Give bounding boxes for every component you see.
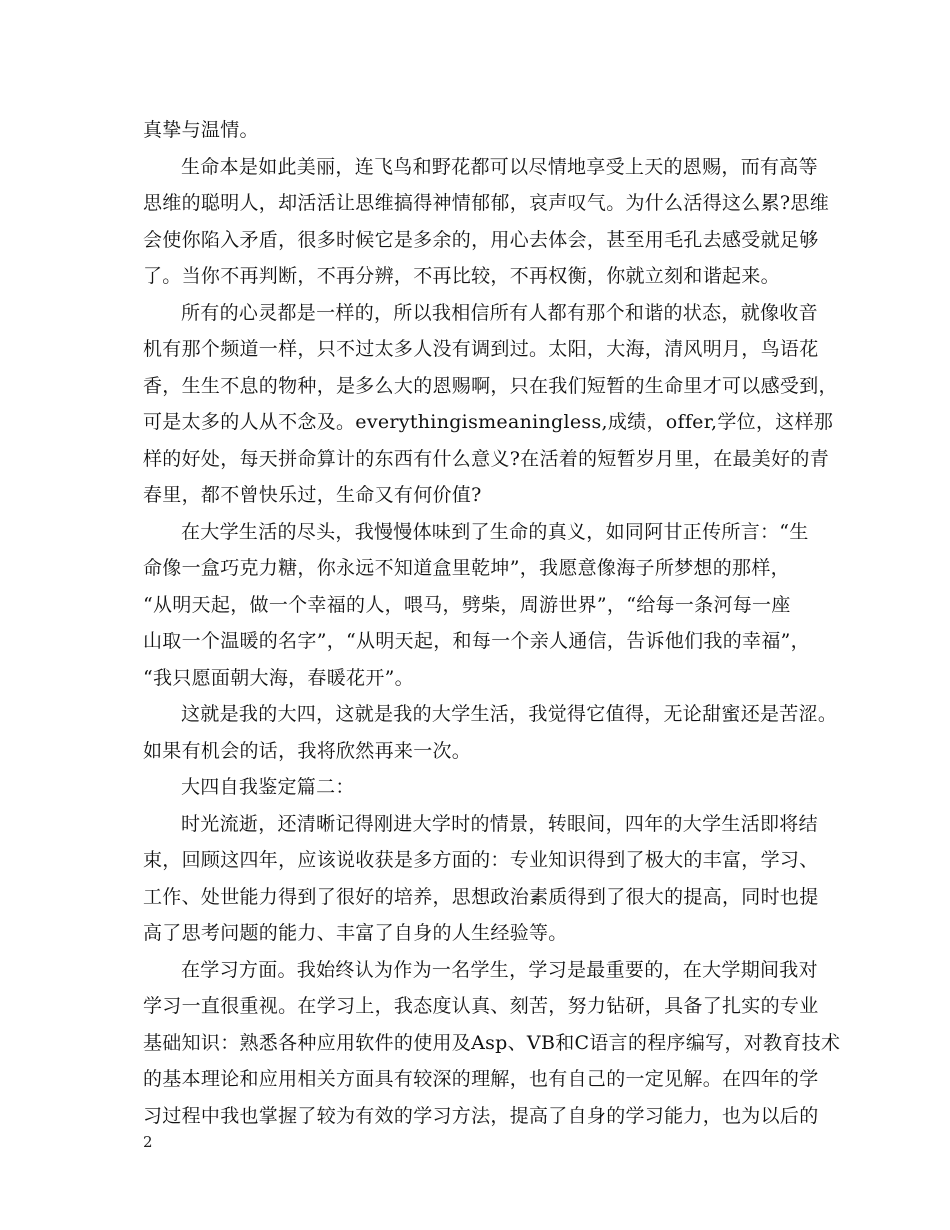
paragraph-start-line: 在学习方面。我始终认为作为一名学生，学习是最重要的，在大学期间我对 <box>181 958 818 981</box>
text-line: 思维的聪明人，却活活让思维搞得神情郁郁，哀声叹气。为什么活得这么累?思维 <box>143 192 829 214</box>
body-text <box>143 112 841 1134</box>
text-line: 如果有机会的话，我将欣然再来一次。 <box>143 739 472 762</box>
text-line: 机有那个频道一样，只不过太多人没有调到过。太阳，大海，清风明月，鸟语花 <box>143 338 819 360</box>
paragraph-start-line: 时光流逝，还清晰记得刚进大学时的情景，转眼间，四年的大学生活即将结 <box>181 812 818 835</box>
paragraph-start-line: 在大学生活的尽头，我慢慢体味到了生命的真义，如同阿甘正传所言：“生 <box>181 520 809 543</box>
paragraph-start-line: 这就是我的大四，这就是我的大学生活，我觉得它值得，无论甜蜜还是苦涩。 <box>181 703 838 725</box>
text-line: 春里，都不曾快乐过，生命又有何价值? <box>143 484 482 506</box>
text-line: 学习一直很重视。在学习上，我态度认真、刻苦，努力钻研，具备了扎实的专业 <box>143 995 819 1017</box>
text-line: 束，回顾这四年，应该说收获是多方面的：专业知识得到了极大的丰富，学习、 <box>143 849 819 871</box>
paragraph-start-line: 所有的心灵都是一样的，所以我相信所有人都有那个和谐的状态，就像收音 <box>181 301 818 324</box>
text-line: “我只愿面朝大海，春暖花开”。 <box>143 666 414 689</box>
section-heading: 大四自我鉴定篇二： <box>181 776 355 798</box>
paragraph-start-line: 生命本是如此美丽，连飞鸟和野花都可以尽情地享受上天的恩赐，而有高等 <box>181 155 818 178</box>
text-line: 香，生生不息的物种，是多么大的恩赐啊，只在我们短暂的生命里才可以感受到， <box>143 374 838 397</box>
text-line: 习过程中我也掌握了较为有效的学习方法，提高了自身的学习能力，也为以后的 <box>143 1104 819 1127</box>
page-number: 2 <box>143 1133 153 1151</box>
text-line: 基础知识：熟悉各种应用软件的使用及Asp、VB和C语言的程序编写，对教育技术 <box>143 1031 841 1054</box>
text-line: 真挚与温情。 <box>143 119 259 141</box>
text-line: 的基本理论和应用相关方面具有较深的理解，也有自己的一定见解。在四年的学 <box>143 1068 819 1090</box>
text-line: 了。当你不再判断，不再分辨，不再比较，不再权衡，你就立刻和谐起来。 <box>143 265 780 287</box>
text-line: 会使你陷入矛盾，很多时候它是多余的，用心去体会，甚至用毛孔去感受就足够 <box>143 228 819 251</box>
text-line: 样的好处，每天拼命算计的东西有什么意义?在活着的短暂岁月里，在最美好的青 <box>143 447 829 470</box>
text-line: 命像一盒巧克力糖，你永远不知道盒里乾坤”，我愿意像海子所梦想的那样， <box>143 557 790 579</box>
text-line: “从明天起，做一个幸福的人，喂马，劈柴，周游世界”，“给每一条河每一座 <box>143 593 791 616</box>
text-line: 工作、处世能力得到了很好的培养，思想政治素质得到了很大的提高，同时也提 <box>143 885 819 908</box>
text-line: 可是太多的人从不念及。everythingismeaningless,成绩，offer,学位，这样那 <box>143 411 834 433</box>
text-line: 高了思考问题的能力、丰富了自身的人生经验等。 <box>143 922 568 944</box>
text-line: 山取一个温暖的名字”，“从明天起，和每一个亲人通信，告诉他们我的幸福”， <box>143 630 810 652</box>
